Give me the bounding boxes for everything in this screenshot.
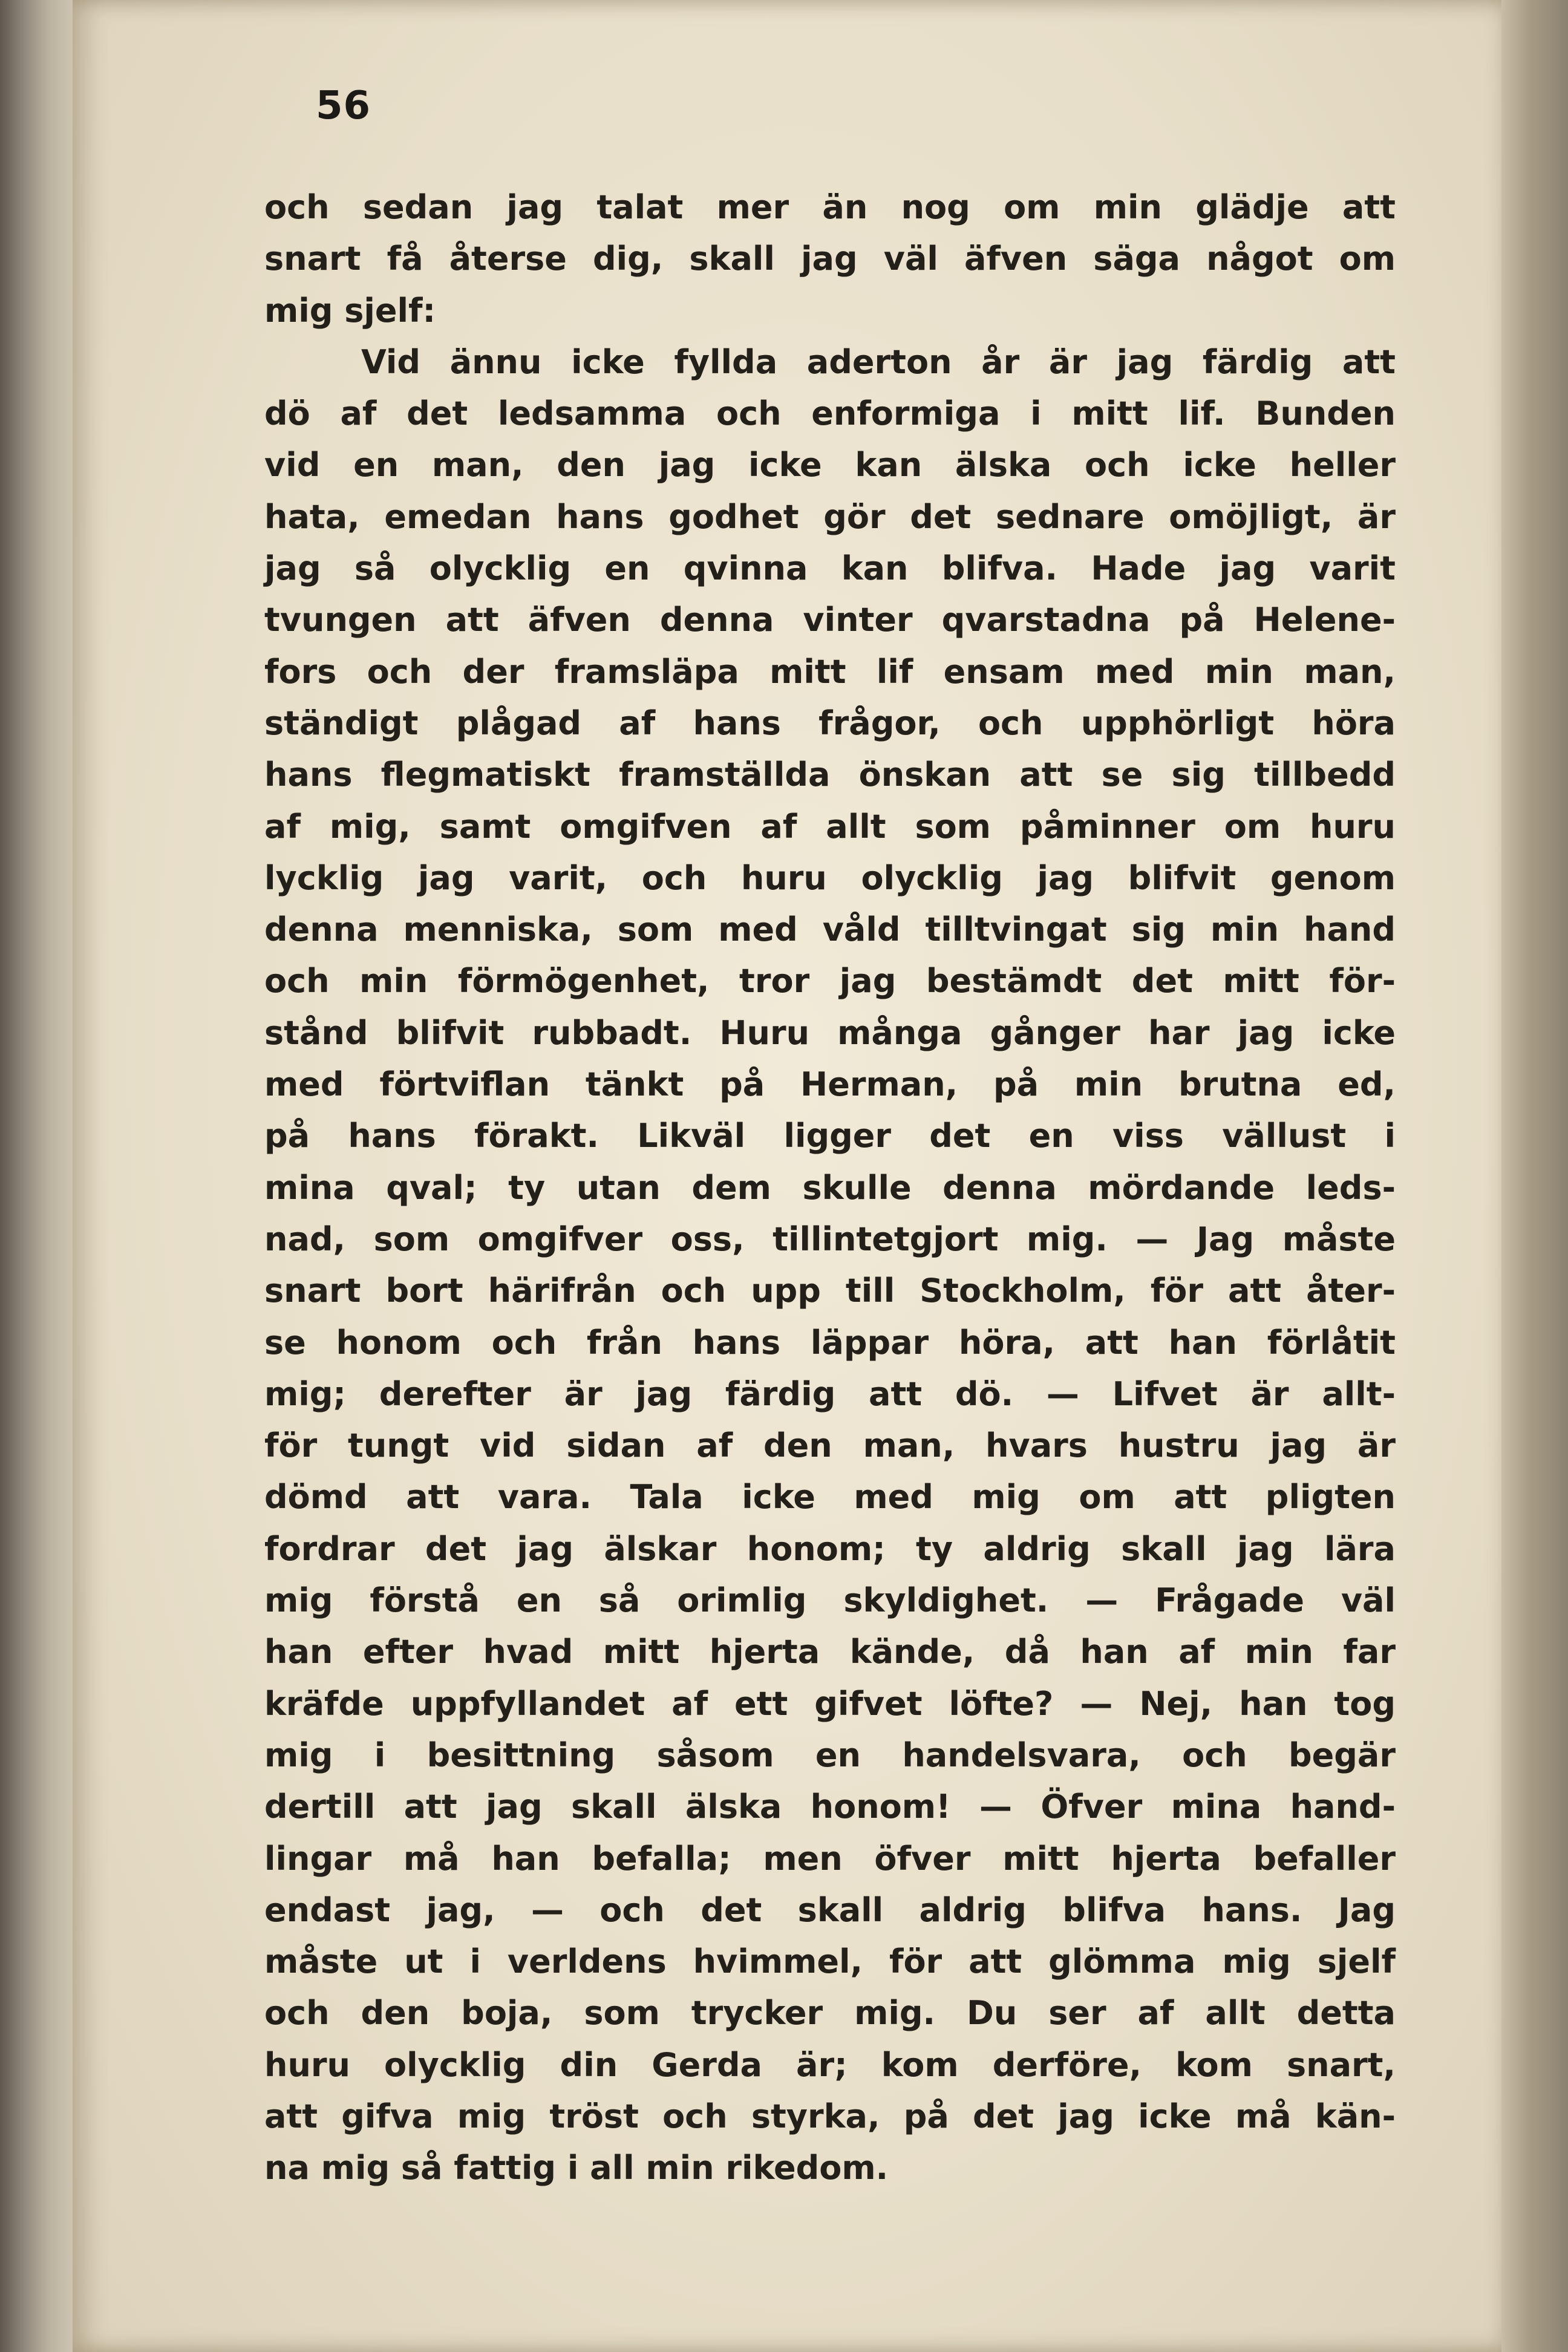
text-line: na mig så fattig i all min rikedom.: [264, 2149, 889, 2187]
text-line: nad, som omgifver oss, tillintetgjort mig. — Jag måste: [264, 1220, 1396, 1258]
book-binding: [0, 0, 79, 2352]
text-line: af mig, samt omgifven af allt som påminner om huru: [264, 807, 1396, 846]
text-line: dömd att vara. Tala icke med mig om att pligten: [264, 1478, 1396, 1517]
text-line: lycklig jag varit, och huru olycklig jag blifvit genom: [264, 858, 1396, 897]
text-line: Vid ännu icke fyllda aderton år är jag färdig att: [361, 342, 1396, 381]
text-line: mina qval; ty utan dem skulle denna mördande leds-: [264, 1168, 1396, 1207]
text-line: huru olycklig din Gerda är; kom derföre, kom snart,: [264, 2045, 1396, 2084]
text-line: fors och der framsläpa mitt lif ensam med min man,: [264, 652, 1396, 691]
text-line: hata, emedan hans godhet gör det sednare omöjligt, är: [264, 497, 1396, 536]
text-line: och den boja, som trycker mig. Du ser af allt detta: [264, 1994, 1396, 2033]
text-line: han efter hvad mitt hjerta kände, då han af min far: [264, 1633, 1396, 1671]
text-line: stånd blifvit rubbadt. Huru många gånger har jag icke: [264, 1013, 1396, 1052]
text-line: lingar må han befalla; men öfver mitt hjerta befaller: [264, 1839, 1396, 1878]
text-line: jag så olycklig en qvinna kan blifva. Hade jag varit: [264, 549, 1396, 588]
text-line: vid en man, den jag icke kan älska och icke heller: [264, 446, 1396, 485]
text-line: och sedan jag talat mer än nog om min glädje att: [264, 188, 1396, 226]
text-line: snart få återse dig, skall jag väl äfven säga något om: [264, 240, 1396, 278]
text-line: mig sjelf:: [264, 291, 436, 330]
text-line: mig förstå en så orimlig skyldighet. — Frågade väl: [264, 1581, 1396, 1620]
page-number: 56: [316, 83, 371, 128]
text-line: kräfde uppfyllandet af ett gifvet löfte? — Nej, han tog: [264, 1684, 1396, 1723]
page-edge: [1501, 0, 1568, 2352]
text-line: hans flegmatiskt framställda önskan att se sig tillbedd: [264, 756, 1396, 794]
text-line: fordrar det jag älskar honom; ty aldrig skall jag lära: [264, 1529, 1396, 1568]
text-line: mig i besittning såsom en handelsvara, och begär: [264, 1736, 1396, 1774]
text-line: dertill att jag skall älska honom! — Öfver mina hand-: [264, 1788, 1396, 1826]
text-line: snart bort härifrån och upp till Stockholm, för att åter-: [264, 1272, 1396, 1310]
text-line: denna menniska, som med våld tilltvingat sig min hand: [264, 910, 1396, 949]
text-line: se honom och från hans läppar höra, att han förlåtit: [264, 1323, 1396, 1362]
text-line: tvungen att äfven denna vinter qvarstadna på Helene-: [264, 601, 1396, 639]
text-line: måste ut i verldens hvimmel, för att glömma mig sjelf: [264, 1942, 1396, 1981]
text-line: och min förmögenhet, tror jag bestämdt det mitt för-: [264, 962, 1396, 1001]
text-line: endast jag, — och det skall aldrig blifva hans. Jag: [264, 1890, 1396, 1929]
text-line: dö af det ledsamma och enformiga i mitt lif. Bunden: [264, 394, 1396, 433]
text-line: för tungt vid sidan af den man, hvars hustru jag är: [264, 1426, 1396, 1465]
text-line: att gifva mig tröst och styrka, på det jag icke må kän-: [264, 2097, 1396, 2135]
text-line: ständigt plågad af hans frågor, och upphörligt höra: [264, 704, 1396, 742]
text-line: på hans förakt. Likväl ligger det en viss vällust i: [264, 1117, 1396, 1155]
text-line: mig; derefter är jag färdig att dö. — Lifvet är allt-: [264, 1374, 1396, 1413]
body-text: [264, 181, 1396, 2194]
text-line: med förtviflan tänkt på Herman, på min brutna ed,: [264, 1065, 1396, 1104]
